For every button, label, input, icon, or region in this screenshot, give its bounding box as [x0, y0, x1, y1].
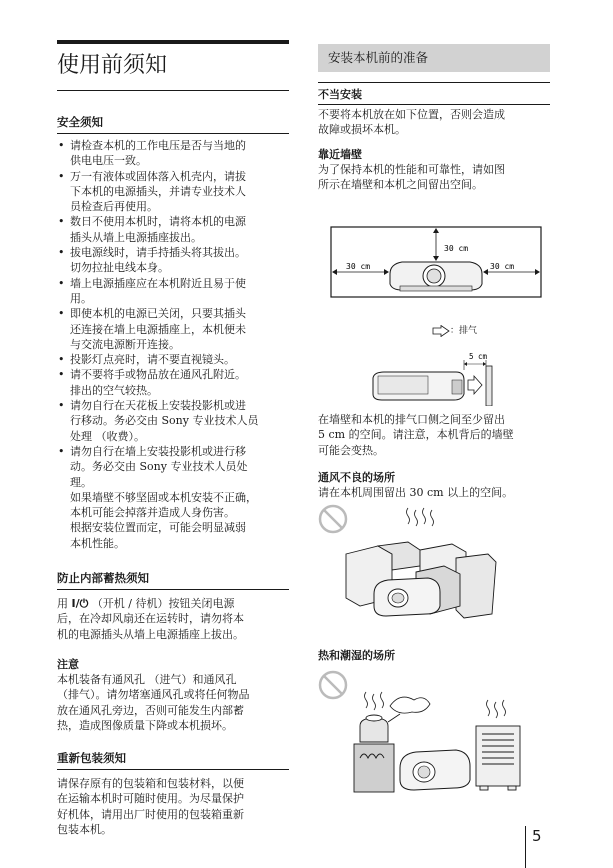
left-column: [57, 40, 289, 837]
exhaust-arrow-icon: [432, 325, 450, 337]
prohibited-icon: [320, 672, 346, 698]
ventilation-text: [318, 485, 550, 500]
list-item: • 请勿自行在天花板上安装投影机或进 行移动。务必交由 Sony 专业技术人员 处理 （收费）。: [57, 398, 289, 444]
list-item-line: 如果墙壁不够坚固或本机安装不正确，: [70, 490, 257, 504]
top-gap-label: 30 cm: [444, 244, 469, 253]
page-number: 5: [532, 827, 542, 845]
repack-line: 请保存原有的包装箱和包装材料，以便: [57, 777, 244, 791]
heat-line: 机的电源插头从墙上电源插座上拔出。: [57, 627, 244, 641]
note-line: 热，造成图像质量下降或本机损坏。: [57, 718, 233, 732]
list-item-line: 还连接在墙上电源插座上，本机便未: [70, 322, 246, 336]
wall-heading: 靠近墙壁: [318, 147, 362, 161]
clearance-top-view-figure: [330, 226, 542, 298]
power-symbol: I/⏻: [71, 597, 89, 611]
list-item-line: 下本机的电源插头，并请专业技术人: [70, 184, 246, 198]
list-item-line: 请勿自行在墙上安装投影机或进行移: [70, 444, 246, 458]
list-item-line: 供电电压一致。: [70, 154, 147, 168]
list-item-line: 与交流电源断开连接。: [70, 337, 180, 351]
note-line: （排气）。请勿堵塞通风孔或将任何物品: [57, 688, 250, 702]
repack-line: 在运输本机时可随时使用。为尽量保护: [57, 792, 244, 806]
wall-text: [318, 162, 550, 193]
page-number-rule: [525, 826, 526, 868]
list-item-line: 动。务必交由 Sony 专业技术人员处: [70, 460, 248, 474]
exhaust-flow-arrow: [468, 376, 482, 394]
list-item-line: 排出的空气较热。: [70, 383, 158, 397]
list-item-line: 即使本机的电源已关闭，只要其插头: [70, 307, 246, 321]
humid-heading: 热和潮湿的场所: [318, 649, 395, 662]
wall-after-line: 在墙壁和本机的排气口侧之间至少留出: [318, 413, 505, 426]
stove-illustration: [354, 714, 400, 792]
heat-waves-illustration: [407, 508, 434, 526]
poor-ventilation-figure: [316, 502, 508, 632]
steam-cloud-illustration: [390, 697, 430, 713]
note-line: 本机装备有通风孔 （进气）和通风孔: [57, 672, 237, 686]
right-gap-label: 30 cm: [490, 262, 515, 271]
list-item: • 万一有液体或固体落入机壳内，请拔 下本机的电源插头，并请专业技术人 员检查后再使用。: [57, 169, 289, 215]
wall-after-line: 5 cm 的空间。请注意，本机背后的墙壁: [318, 428, 514, 442]
note-heading: 注意: [57, 657, 79, 671]
list-item-line: 投影灯点亮时，请不要直视镜头。: [70, 353, 235, 367]
ventilation-line: 请在本机周围留出 30 cm 以上的空间。: [318, 485, 514, 499]
projector-illustration: [374, 578, 440, 616]
heat-line: 后，在冷却风扇还在运转时，请勿将本: [57, 612, 244, 626]
list-item: • 请勿自行在墙上安装投影机或进行移 动。务必交由 Sony 专业技术人员处 理。 如果墙壁不够坚固或本机安装不正确， 本机可能会掉落并造成人身伤害。 根据安装位置而定，可能会明显减弱 本机性能。: [57, 444, 289, 551]
list-item: • 投影灯点亮时，请不要直视镜头。: [57, 352, 289, 367]
humid-section: [318, 648, 550, 663]
exhaust-side-view-figure: [370, 350, 500, 406]
list-item-line: 请检查本机的工作电压是否与当地的: [70, 139, 246, 152]
list-item: • 即使本机的电源已关闭，只要其插头 还连接在墙上电源插座上，本机便未 与交流电源断开连接。: [57, 306, 289, 352]
wall-illustration: [486, 366, 492, 406]
heat-line: （开机 / 待机）按钮关闭电源: [91, 597, 235, 611]
note-line: 放在通风孔旁边，否则可能发生内部蓄: [57, 703, 244, 717]
list-item-line: 墙上电源插座应在本机附近且易于使: [70, 276, 246, 290]
projector-side-illustration: [373, 372, 464, 400]
wall-after-text: [318, 412, 550, 458]
list-item-line: 本机可能会掉落并造成人身伤害。: [70, 506, 235, 520]
wall-gap-label: 5 cm: [469, 352, 488, 361]
heat-humidity-figure: [316, 668, 536, 803]
list-item: • 请不要将手或物品放在通风孔附近。 排出的空气较热。: [57, 367, 289, 398]
list-item-line: 处理 （收费）。: [70, 429, 145, 443]
list-item-line: 数日不使用本机时，请将本机的电源: [70, 215, 246, 229]
list-item: • 请检查本机的工作电压是否与当地的 供电电压一致。: [57, 138, 289, 169]
improper-heading: 不当安装: [318, 87, 550, 105]
repack-line: 包装本机。: [57, 822, 112, 836]
list-item-line: 请勿自行在天花板上安装投影机或进: [70, 399, 246, 413]
list-item-line: 用。: [70, 291, 92, 305]
repack-line: 好机体，请用出厂时使用的包装箱重新: [57, 807, 244, 821]
heater-illustration: [476, 726, 520, 790]
left-gap-label: 30 cm: [346, 262, 371, 271]
prohibited-icon: [320, 506, 346, 532]
list-item-line: 切勿拉扯电线本身。: [70, 261, 169, 275]
list-item-line: 万一有液体或固体落入机壳内，请拔: [70, 169, 246, 183]
steam-waves-illustration: [365, 692, 506, 718]
improper-text: [318, 107, 550, 138]
right-column: [318, 44, 550, 192]
list-item: • 拔电源线时，请手持插头将其拔出。 切勿拉扯电线本身。: [57, 245, 289, 276]
wall-after-line: 可能会变热。: [318, 443, 384, 457]
heat-text: [57, 596, 289, 642]
safety-list: [57, 138, 289, 551]
section-header-bar: 安装本机前的准备: [318, 44, 550, 72]
exhaust-label: ：排气: [450, 326, 478, 336]
list-item: • 墙上电源插座应在本机附近且易于使 用。: [57, 276, 289, 307]
list-item-line: 根据安装位置而定，可能会明显减弱: [70, 521, 246, 535]
right-column-lower: [318, 412, 550, 500]
projector-illustration: [400, 750, 470, 790]
exhaust-legend: [432, 324, 477, 338]
improper-line: 故障或损坏本机。: [318, 123, 406, 137]
list-item-line: 拔电源线时，请手持插头将其拔出。: [70, 246, 246, 260]
list-item-line: 请不要将手或物品放在通风孔附近。: [70, 368, 246, 382]
wall-line: 为了保持本机的性能和可靠性，请如图: [318, 162, 505, 176]
page-title: 使用前须知: [57, 53, 168, 78]
wall-line: 所示在墙壁和本机之间留出空间。: [318, 177, 483, 191]
list-item: • 数日不使用本机时，请将本机的电源 插头从墙上电源插座拔出。: [57, 214, 289, 245]
safety-heading: 安全须知: [57, 115, 289, 134]
ventilation-heading: 通风不良的场所: [318, 470, 395, 484]
repack-text: [57, 776, 289, 837]
improper-line: 不要将本机放在如下位置，否则会造成: [318, 108, 505, 121]
note-text: [57, 672, 289, 733]
projector-illustration: [390, 262, 482, 291]
list-item-line: 本机性能。: [70, 536, 125, 550]
repack-heading: 重新包装须知: [57, 751, 289, 770]
list-item-line: 员检查后再使用。: [70, 200, 158, 214]
heat-heading: 防止内部蓄热须知: [57, 571, 289, 590]
list-item-line: 行移动。务必交由 Sony 专业技术人员: [70, 414, 259, 428]
heat-text-prefix: 用: [57, 597, 72, 611]
title-bar: [57, 40, 289, 44]
list-item-line: 插头从墙上电源插座拔出。: [70, 230, 202, 244]
list-item-line: 理。: [70, 475, 92, 489]
